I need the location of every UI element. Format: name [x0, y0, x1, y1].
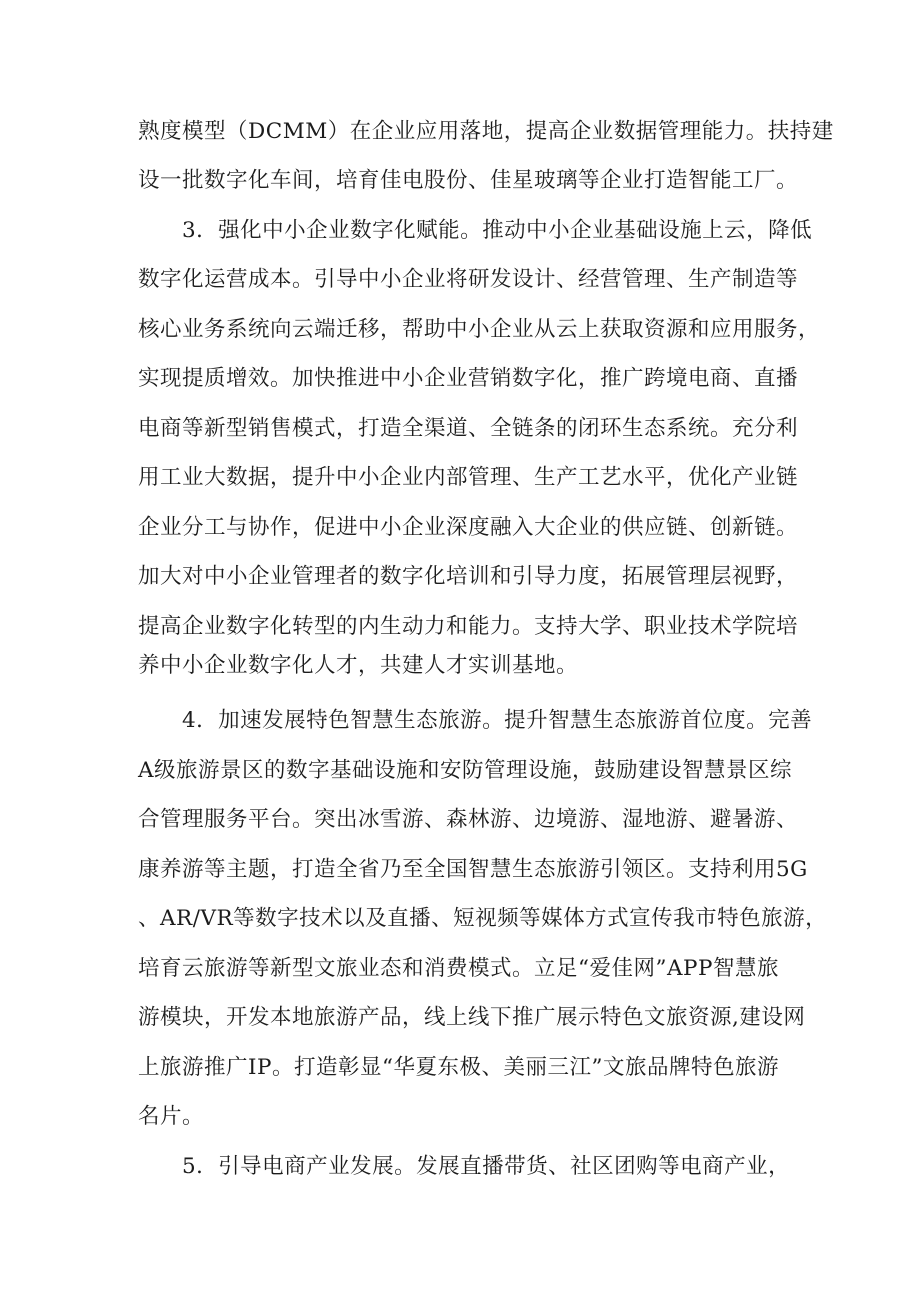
text-line: 上旅游推广IP。打造彰显“华夏东极、美丽三江”文旅品牌特色旅游 [138, 1055, 779, 1080]
section-5-heading-line: 5．引导电商产业发展。发展直播带货、社区团购等电商产业， [182, 1154, 791, 1179]
text-line: 加大对中小企业管理者的数字化培训和引导力度，拓展管理层视野， [138, 564, 799, 589]
text-line: 培育云旅游等新型文旅业态和消费模式。立足“爱佳网”APP智慧旅 [138, 956, 779, 981]
text-line: 电商等新型销售模式，打造全渠道、全链条的闭环生态系统。充分利 [138, 416, 799, 441]
text-line: 设一批数字化车间，培育佳电股份、佳星玻璃等企业打造智能工厂。 [138, 168, 799, 193]
text-line: 熟度模型（DCMM）在企业应用落地，提高企业数据管理能力。扶持建 [138, 119, 834, 144]
text-line: 、AR/VR等数字技术以及直播、短视频等媒体方式宣传我市特色旅游， [138, 906, 828, 931]
text-line: A级旅游景区的数字基础设施和安防管理设施，鼓励建设智慧景区综 [138, 758, 793, 783]
text-line: 核心业务系统向云端迁移，帮助中小企业从云上获取资源和应用服务， [138, 317, 821, 342]
section-4-heading-line: 4．加速发展特色智慧生态旅游。提升智慧生态旅游首位度。完善 [182, 708, 813, 733]
text-line: 合管理服务平台。突出冰雪游、森林游、边境游、湿地游、避暑游、 [138, 807, 799, 832]
text-line: 提高企业数字化转型的内生动力和能力。支持大学、职业技术学院培 [138, 614, 799, 639]
text-line: 实现提质增效。加快推进中小企业营销数字化，推广跨境电商、直播 [138, 366, 799, 391]
section-3-heading-line: 3．强化中小企业数字化赋能。推动中小企业基础设施上云，降低 [182, 218, 813, 243]
text-line: 企业分工与协作，促进中小企业深度融入大企业的供应链、创新链。 [138, 515, 799, 540]
text-line: 名片。 [138, 1104, 205, 1129]
text-line: 养中小企业数字化人才，共建人才实训基地。 [138, 653, 579, 678]
text-line: 康养游等主题，打造全省乃至全国智慧生态旅游引领区。支持利用5G [138, 857, 808, 882]
text-line: 数字化运营成本。引导中小企业将研发设计、经营管理、生产制造等 [138, 267, 799, 292]
text-line: 游模块，开发本地旅游产品，线上线下推广展示特色文旅资源,建设网 [138, 1005, 806, 1030]
text-line: 用工业大数据，提升中小企业内部管理、生产工艺水平，优化产业链 [138, 465, 799, 490]
